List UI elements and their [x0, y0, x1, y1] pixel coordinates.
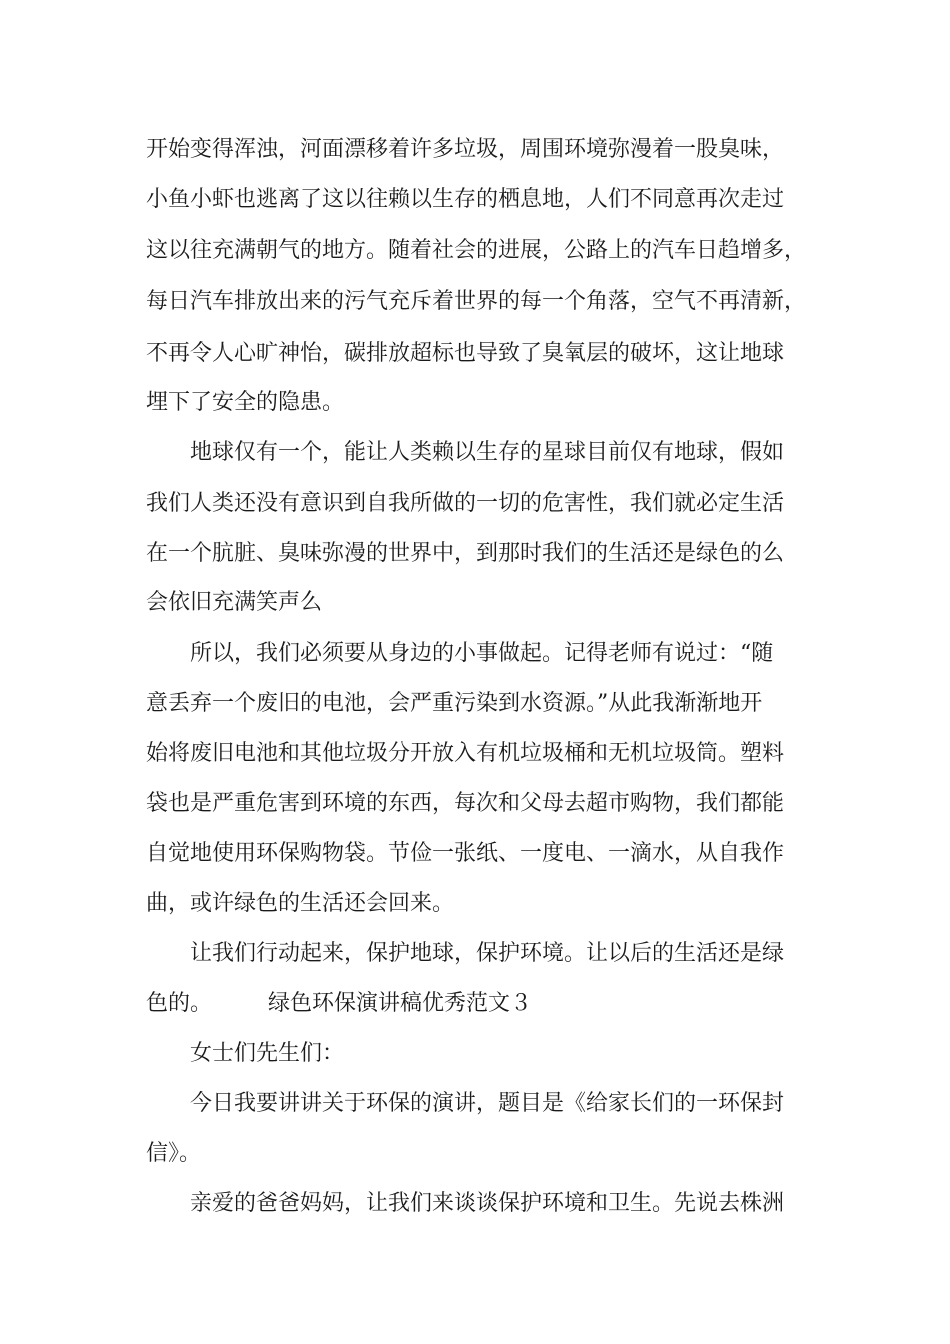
paragraph-line: 所以，我们必须要从身边的小事做起。记得老师有说过：“随 [190, 641, 774, 666]
section-heading: 绿色环保演讲稿优秀范文３ [268, 991, 533, 1016]
paragraph-line: 袋也是严重危害到环境的东西，每次和父母去超市购物，我们都能 [146, 791, 785, 816]
paragraph-line-end: 色的。 [146, 991, 213, 1016]
paragraph-line: 地球仅有一个，能让人类赖以生存的星球目前仅有地球，假如 [190, 440, 785, 465]
paragraph-line: 在一个肮脏、臭味弥漫的世界中，到那时我们的生活还是绿色的么 [146, 541, 785, 566]
paragraph-line: 开始变得浑浊，河面漂移着许多垃圾，周围环境弥漫着一股臭味， [146, 137, 785, 162]
paragraph-line: 始将废旧电池和其他垃圾分开放入有机垃圾桶和无机垃圾筒。塑料 [146, 741, 785, 766]
paragraph-line: 每日汽车排放出来的污气充斥着世界的每一个角落，空气不再清新， [146, 289, 807, 314]
paragraph-line: 小鱼小虾也逃离了这以往赖以生存的栖息地，人们不同意再次走过 [146, 187, 785, 212]
paragraph-line: 意丢弃一个废旧的电池，会严重污染到水资源。”从此我渐渐地开 [146, 691, 763, 716]
paragraph-line: 信》。 [146, 1141, 202, 1166]
paragraph-line: 自觉地使用环保购物袋。节俭一张纸、一度电、一滴水，从自我作 [146, 841, 785, 866]
paragraph-line: 今日我要讲讲关于环保的演讲，题目是《给家长们的一环保封 [190, 1091, 785, 1116]
paragraph-line: 亲爱的爸爸妈妈，让我们来谈谈保护环境和卫生。先说去株洲 [190, 1191, 785, 1216]
paragraph-line: 让我们行动起来，保护地球，保护环境。让以后的生活还是绿 [190, 941, 785, 966]
paragraph-line: 会依旧充满笑声么 [146, 590, 323, 615]
paragraph-line [146, 988, 532, 1020]
paragraph-line: 曲，或许绿色的生活还会回来。 [146, 891, 455, 916]
salutation-line: 女士们先生们： [190, 1041, 345, 1066]
paragraph-line: 我们人类还没有意识到自我所做的一切的危害性，我们就必定生活 [146, 491, 785, 516]
paragraph-line: 不再令人心旷神怡，碳排放超标也导致了臭氧层的破坏，这让地球 [146, 341, 785, 366]
paragraph-line: 这以往充满朝气的地方。随着社会的进展，公路上的汽车日趋增多， [146, 238, 807, 263]
paragraph-line: 埋下了安全的隐患。 [146, 390, 345, 415]
